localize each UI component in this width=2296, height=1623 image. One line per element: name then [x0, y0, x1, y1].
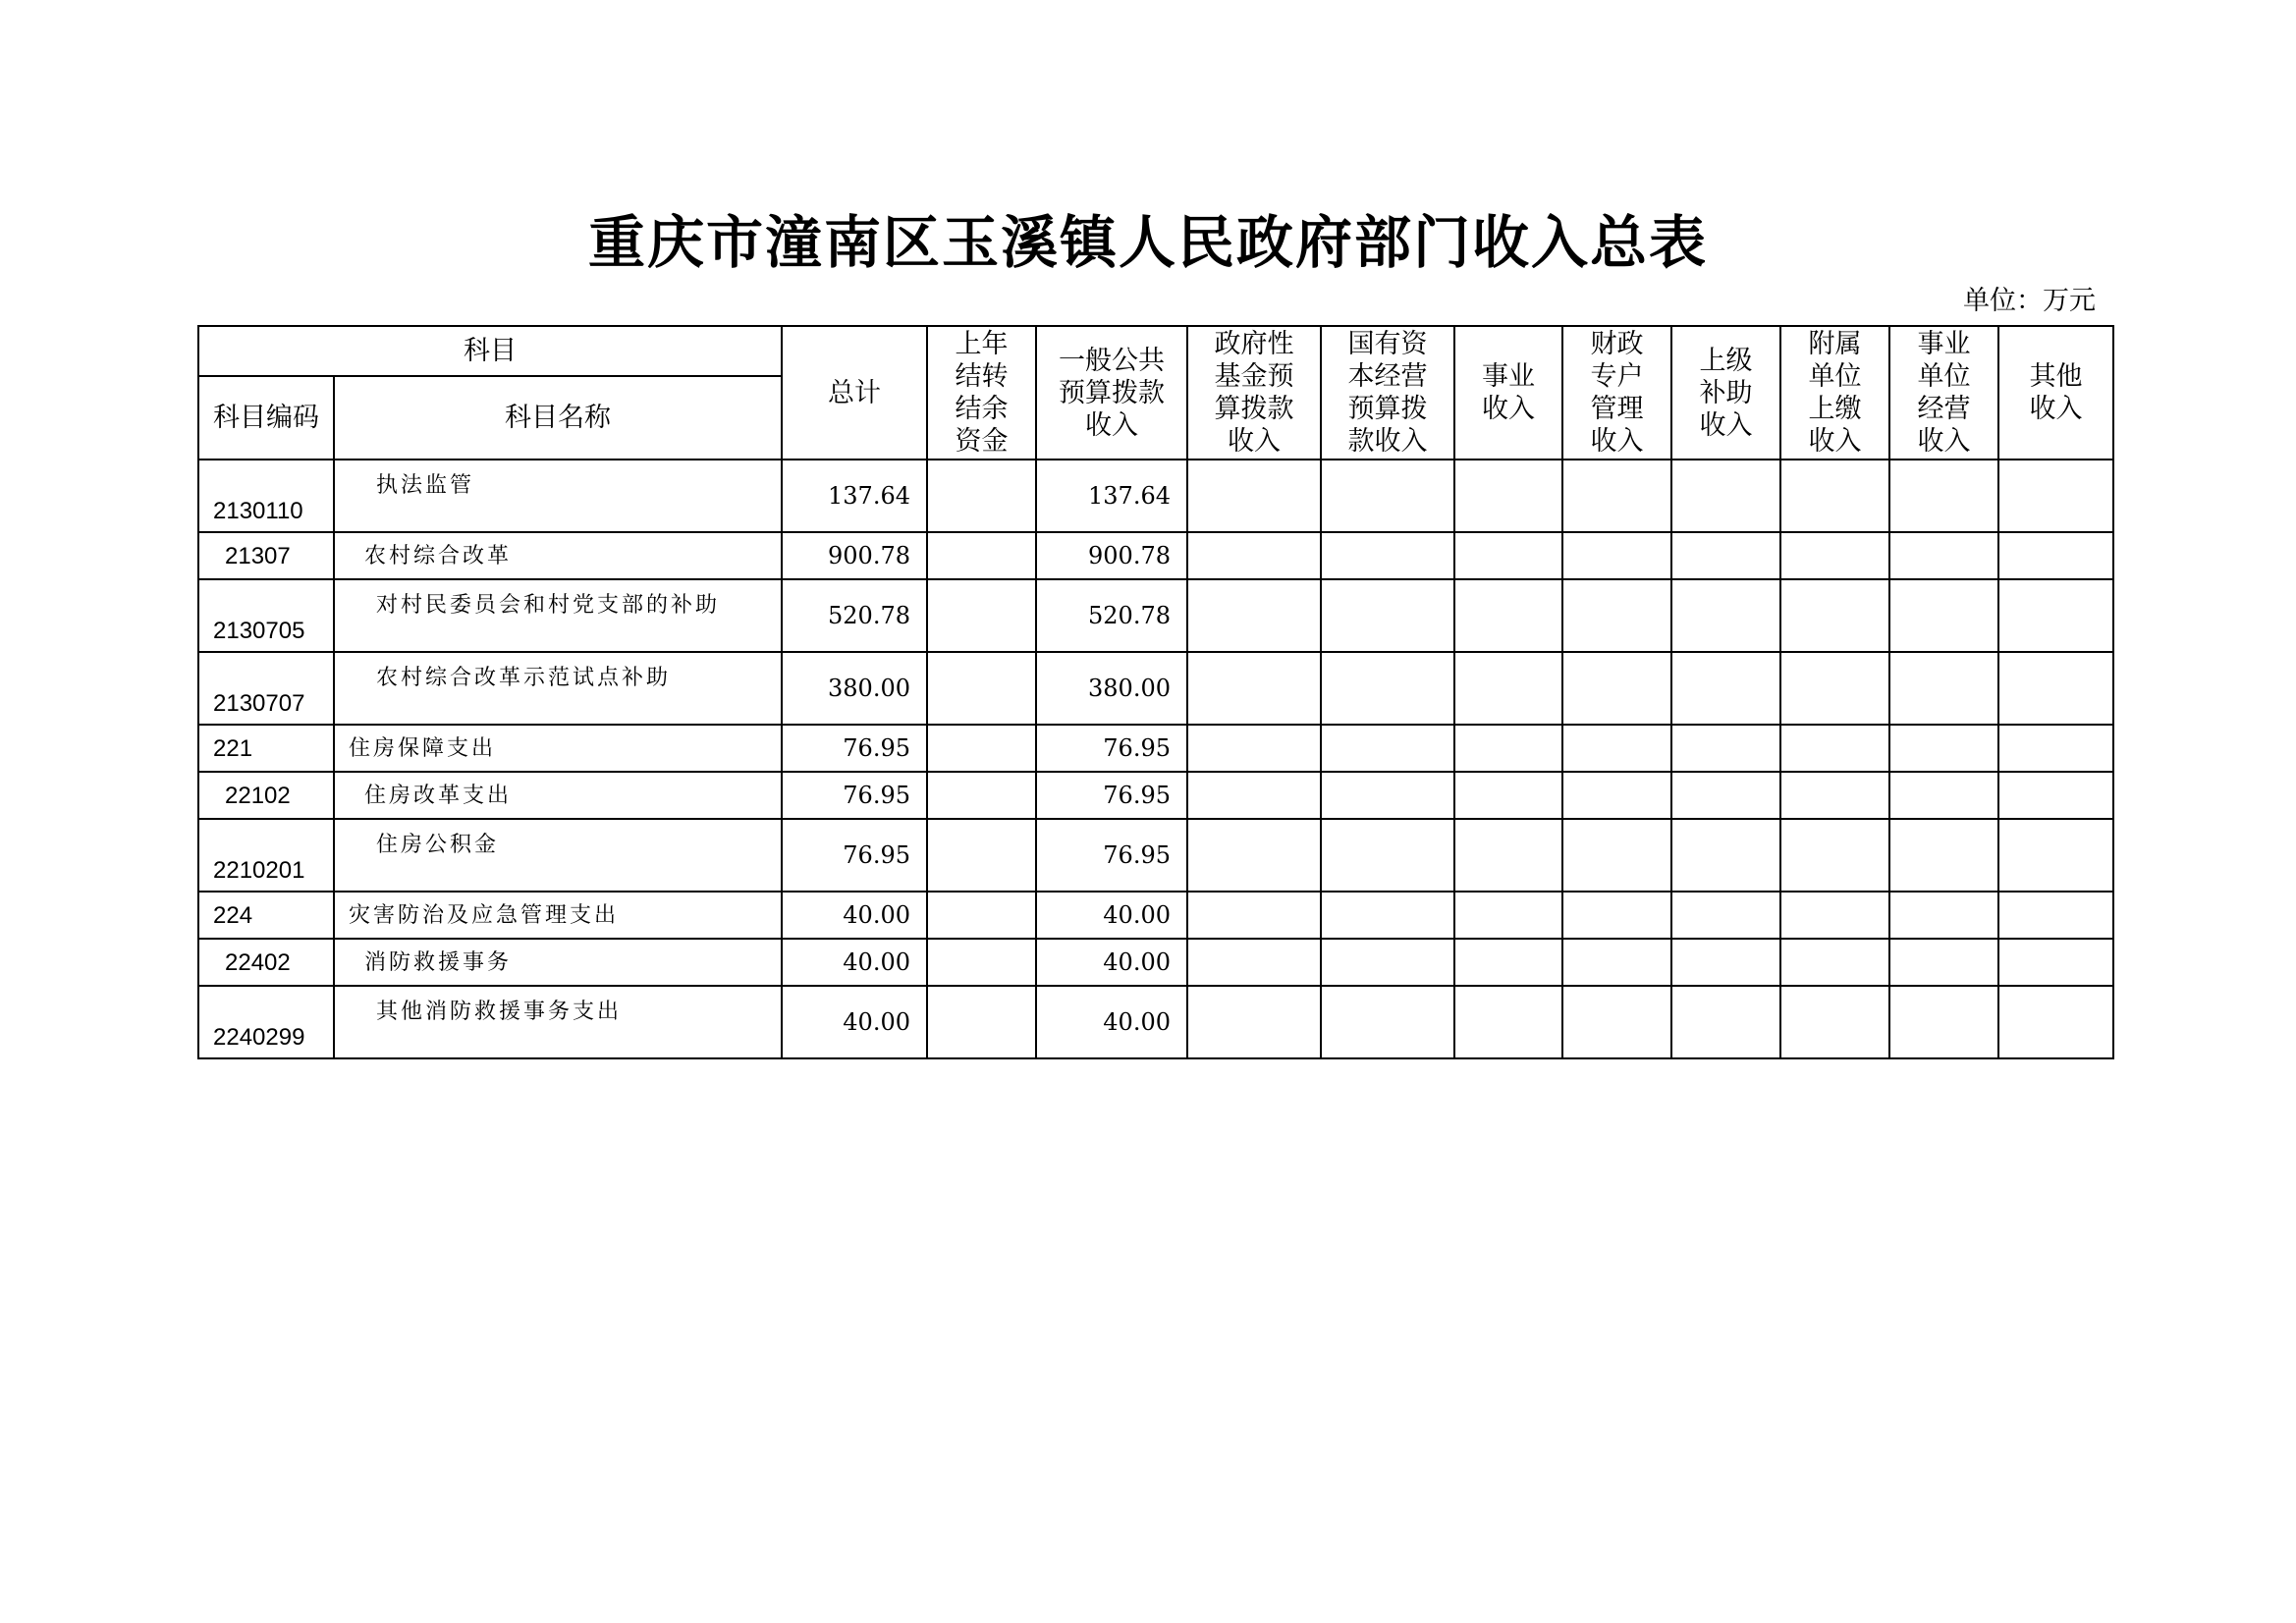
carryover-header: 上年 结转 结余 资金 [927, 326, 1036, 460]
subject-name-cell: 灾害防治及应急管理支出 [334, 892, 782, 939]
superior-subsidy-cell [1671, 986, 1780, 1058]
general-budget-cell: 380.00 [1036, 652, 1187, 725]
special-account-cell [1562, 939, 1671, 986]
institution-income-cell [1454, 579, 1562, 652]
subject-name-cell: 农村综合改革示范试点补助 [334, 652, 782, 725]
total-cell: 76.95 [782, 819, 927, 892]
subject-code-cell: 2130707 [198, 652, 334, 725]
table-row [198, 819, 2113, 892]
table-row [198, 532, 2113, 579]
other-income-cell [1998, 819, 2113, 892]
superior-subsidy-cell [1671, 532, 1780, 579]
carryover-cell [927, 819, 1036, 892]
superior-subsidy-cell [1671, 725, 1780, 772]
subject-code-cell: 22402 [198, 939, 334, 986]
gov-fund-cell [1187, 725, 1321, 772]
institution-income-cell [1454, 892, 1562, 939]
total-cell: 40.00 [782, 892, 927, 939]
superior-subsidy-cell [1671, 772, 1780, 819]
institution-income-cell [1454, 939, 1562, 986]
carryover-cell [927, 532, 1036, 579]
state-capital-cell [1321, 892, 1454, 939]
subject-code-cell: 22102 [198, 772, 334, 819]
business-income-cell [1889, 460, 1998, 532]
superior-subsidy-cell [1671, 652, 1780, 725]
business-income-cell [1889, 725, 1998, 772]
table-row [198, 986, 2113, 1058]
unit-label: 单位：万元 [1963, 286, 2096, 316]
other-income-cell [1998, 986, 2113, 1058]
carryover-cell [927, 725, 1036, 772]
subject-code-cell: 224 [198, 892, 334, 939]
carryover-cell [927, 579, 1036, 652]
table-row [198, 772, 2113, 819]
carryover-cell [927, 986, 1036, 1058]
affiliated-unit-cell [1780, 939, 1889, 986]
general-budget-cell: 76.95 [1036, 772, 1187, 819]
subject-name-cell: 消防救援事务 [334, 939, 782, 986]
gov-fund-cell [1187, 986, 1321, 1058]
gov-fund-cell [1187, 652, 1321, 725]
institution-income-cell [1454, 819, 1562, 892]
total-header: 总计 [782, 326, 927, 460]
superior-subsidy-header: 上级 补助 收入 [1671, 326, 1780, 460]
special-account-cell [1562, 532, 1671, 579]
special-account-cell [1562, 652, 1671, 725]
business-income-cell [1889, 652, 1998, 725]
other-income-cell [1998, 939, 2113, 986]
superior-subsidy-cell [1671, 819, 1780, 892]
affiliated-unit-header: 附属 单位 上缴 收入 [1780, 326, 1889, 460]
table-row [198, 652, 2113, 725]
gov-fund-cell [1187, 939, 1321, 986]
business-income-cell [1889, 579, 1998, 652]
gov-fund-cell [1187, 892, 1321, 939]
carryover-cell [927, 652, 1036, 725]
special-account-cell [1562, 986, 1671, 1058]
state-capital-cell [1321, 652, 1454, 725]
state-capital-cell [1321, 460, 1454, 532]
total-cell: 900.78 [782, 532, 927, 579]
superior-subsidy-cell [1671, 939, 1780, 986]
business-income-header: 事业 单位 经营 收入 [1889, 326, 1998, 460]
subject-code-cell: 221 [198, 725, 334, 772]
special-account-cell [1562, 725, 1671, 772]
carryover-cell [927, 939, 1036, 986]
business-income-cell [1889, 772, 1998, 819]
affiliated-unit-cell [1780, 460, 1889, 532]
business-income-cell [1889, 986, 1998, 1058]
carryover-cell [927, 892, 1036, 939]
state-capital-cell [1321, 579, 1454, 652]
general-budget-cell: 520.78 [1036, 579, 1187, 652]
business-income-cell [1889, 819, 1998, 892]
subject-name-cell: 执法监管 [334, 460, 782, 532]
affiliated-unit-cell [1780, 892, 1889, 939]
total-cell: 76.95 [782, 725, 927, 772]
table-row [198, 892, 2113, 939]
table-row [198, 939, 2113, 986]
general-budget-cell: 40.00 [1036, 986, 1187, 1058]
total-cell: 40.00 [782, 939, 927, 986]
affiliated-unit-cell [1780, 579, 1889, 652]
state-capital-cell [1321, 939, 1454, 986]
affiliated-unit-cell [1780, 532, 1889, 579]
page-title: 重庆市潼南区玉溪镇人民政府部门收入总表 [587, 209, 1708, 276]
affiliated-unit-cell [1780, 725, 1889, 772]
other-income-cell [1998, 772, 2113, 819]
income-summary-table [197, 325, 2114, 1059]
state-capital-cell [1321, 772, 1454, 819]
total-cell: 76.95 [782, 772, 927, 819]
institution-income-cell [1454, 986, 1562, 1058]
special-account-cell [1562, 460, 1671, 532]
subject-code-cell: 21307 [198, 532, 334, 579]
total-cell: 520.78 [782, 579, 927, 652]
special-account-cell [1562, 772, 1671, 819]
total-cell: 380.00 [782, 652, 927, 725]
state-capital-cell [1321, 986, 1454, 1058]
other-income-header: 其他 收入 [1998, 326, 2113, 460]
subject-name-cell: 住房保障支出 [334, 725, 782, 772]
table-row [198, 579, 2113, 652]
general-budget-header: 一般公共 预算拨款 收入 [1036, 326, 1187, 460]
business-income-cell [1889, 939, 1998, 986]
other-income-cell [1998, 652, 2113, 725]
general-budget-cell: 137.64 [1036, 460, 1187, 532]
institution-income-cell [1454, 532, 1562, 579]
code-header: 科目编码 [198, 376, 334, 460]
state-capital-cell [1321, 725, 1454, 772]
subject-code-cell: 2130110 [198, 460, 334, 532]
state-capital-cell [1321, 819, 1454, 892]
general-budget-cell: 900.78 [1036, 532, 1187, 579]
superior-subsidy-cell [1671, 892, 1780, 939]
other-income-cell [1998, 892, 2113, 939]
general-budget-cell: 76.95 [1036, 819, 1187, 892]
institution-income-cell [1454, 652, 1562, 725]
total-cell: 40.00 [782, 986, 927, 1058]
superior-subsidy-cell [1671, 579, 1780, 652]
subject-group-header: 科目 [198, 326, 782, 376]
institution-income-cell [1454, 772, 1562, 819]
affiliated-unit-cell [1780, 986, 1889, 1058]
special-account-cell [1562, 892, 1671, 939]
subject-name-cell: 其他消防救援事务支出 [334, 986, 782, 1058]
subject-code-cell: 2240299 [198, 986, 334, 1058]
general-budget-cell: 40.00 [1036, 892, 1187, 939]
subject-name-cell: 住房公积金 [334, 819, 782, 892]
gov-fund-cell [1187, 819, 1321, 892]
state-capital-header: 国有资 本经营 预算拨 款收入 [1321, 326, 1454, 460]
business-income-cell [1889, 532, 1998, 579]
business-income-cell [1889, 892, 1998, 939]
special-account-cell [1562, 819, 1671, 892]
general-budget-cell: 40.00 [1036, 939, 1187, 986]
affiliated-unit-cell [1780, 772, 1889, 819]
institution-income-cell [1454, 725, 1562, 772]
carryover-cell [927, 460, 1036, 532]
other-income-cell [1998, 460, 2113, 532]
gov-fund-cell [1187, 460, 1321, 532]
special-account-cell [1562, 579, 1671, 652]
other-income-cell [1998, 579, 2113, 652]
subject-name-cell: 农村综合改革 [334, 532, 782, 579]
special-account-header: 财政 专户 管理 收入 [1562, 326, 1671, 460]
gov-fund-header: 政府性 基金预 算拨款 收入 [1187, 326, 1321, 460]
gov-fund-cell [1187, 532, 1321, 579]
table-row [198, 725, 2113, 772]
other-income-cell [1998, 725, 2113, 772]
affiliated-unit-cell [1780, 819, 1889, 892]
affiliated-unit-cell [1780, 652, 1889, 725]
gov-fund-cell [1187, 772, 1321, 819]
subject-code-cell: 2210201 [198, 819, 334, 892]
superior-subsidy-cell [1671, 460, 1780, 532]
name-header: 科目名称 [334, 376, 782, 460]
subject-name-cell: 对村民委员会和村党支部的补助 [334, 579, 782, 652]
general-budget-cell: 76.95 [1036, 725, 1187, 772]
table-row [198, 460, 2113, 532]
subject-name-cell: 住房改革支出 [334, 772, 782, 819]
state-capital-cell [1321, 532, 1454, 579]
gov-fund-cell [1187, 579, 1321, 652]
subject-code-cell: 2130705 [198, 579, 334, 652]
carryover-cell [927, 772, 1036, 819]
institution-income-header: 事业 收入 [1454, 326, 1562, 460]
other-income-cell [1998, 532, 2113, 579]
total-cell: 137.64 [782, 460, 927, 532]
institution-income-cell [1454, 460, 1562, 532]
